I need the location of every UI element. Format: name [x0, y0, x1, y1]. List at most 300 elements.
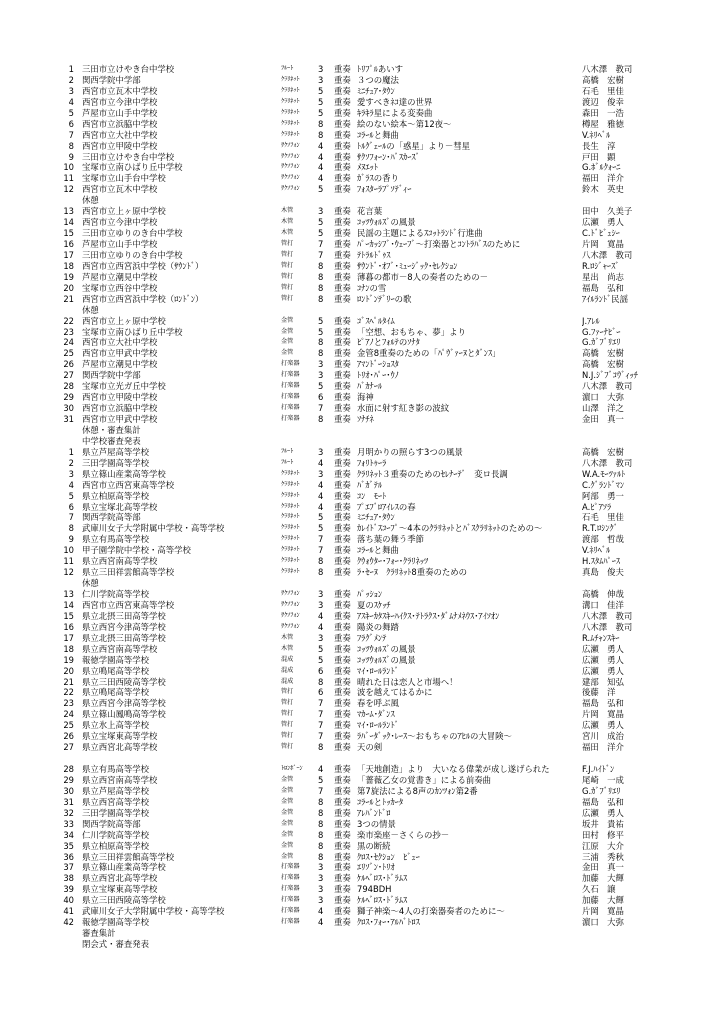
entry-school: 県立西宮今津高等学校 [82, 698, 166, 709]
entry-num: 3 [318, 446, 324, 457]
entry-ens: 重奏 [334, 610, 351, 621]
entry-num: 5 [318, 217, 324, 228]
entry-inst: ｸﾗﾘﾈｯﾄ [281, 86, 300, 94]
entry-comp: 八木澤 教司 [582, 457, 633, 468]
entry-title: ﾏｲ･ﾛｰﾙﾗﾝﾄﾞ [357, 665, 399, 676]
entry-ens: 重奏 [334, 64, 351, 74]
entry-num: 4 [318, 151, 324, 162]
entry-ens: 重奏 [334, 348, 351, 359]
entry-comp: V.ﾈﾘﾍﾞﾙ [582, 129, 611, 140]
entry-num: 3 [318, 895, 324, 906]
entry-ens: 重奏 [334, 151, 351, 162]
entry-school: 県立柏原高等学校 [82, 490, 149, 501]
entry-inst: 管打 [281, 240, 294, 247]
entry-num: 8 [318, 129, 324, 140]
entry-no: 27 [63, 370, 74, 381]
entry-ens: 重奏 [334, 326, 351, 337]
entry-school: 報徳学園高等学校 [82, 654, 149, 665]
entry-inst: 混成 [281, 655, 294, 663]
entry-inst: ﾌﾙｰﾄ [281, 458, 294, 466]
program-entry [0, 458, 725, 469]
entry-num: 5 [318, 381, 324, 392]
entry-inst: 管打 [281, 710, 294, 718]
program-entry [0, 873, 725, 884]
entry-no: 9 [68, 151, 74, 162]
entry-no: 30 [63, 403, 74, 414]
program-entry [0, 512, 725, 523]
program-entry [0, 469, 725, 480]
entry-no: 25 [63, 348, 74, 359]
entry-inst: ｻｸｿﾌｫﾝ [281, 600, 300, 608]
entry-ens: 重奏 [334, 709, 351, 720]
entry-comp: 八木澤 教司 [582, 621, 633, 632]
entry-title: ﾋﾟｱﾉとﾌｫﾙﾃのｿﾅﾀ [357, 337, 420, 348]
entry-num: 5 [318, 643, 324, 654]
program-note [0, 753, 725, 764]
entry-inst: 打楽器 [281, 393, 300, 401]
entry-title: ﾒﾇｴｯﾄ [357, 162, 378, 173]
entry-school: 県立西宮南高等学校 [82, 556, 158, 567]
entry-comp: 金田 真一 [582, 414, 624, 424]
entry-ens: 重奏 [334, 184, 351, 195]
entry-title: ﾊﾟｰｶｯｼﾌﾞ･ｳｪｰﾌﾞ～打楽器とｺﾝﾄﾗﾊﾞｽのために [357, 239, 521, 249]
entry-inst: 金管 [281, 775, 294, 783]
entry-num: 8 [318, 118, 324, 129]
entry-comp: 三浦 秀秋 [582, 851, 624, 862]
entry-school: 県立篠山産業高等学校 [82, 468, 166, 479]
entry-school: 甲子園学院中学校・高等学校 [82, 545, 191, 556]
entry-inst: 金管 [281, 786, 294, 794]
entry-comp: G.ﾌｧｰﾅﾋﾞｰ [582, 326, 621, 337]
entry-school: 宝塚市立西谷中学校 [82, 282, 158, 293]
entry-no: 3 [68, 85, 74, 96]
entry-school: 西宮市立大社中学校 [82, 129, 158, 140]
entry-num: 8 [318, 260, 324, 271]
entry-school: 西宮市立今津中学校 [82, 96, 158, 107]
program-entry [0, 906, 725, 917]
program-entry [0, 294, 725, 305]
entry-title: ﾊﾞｶﾅｰﾙ [357, 381, 383, 392]
program-entry [0, 173, 725, 184]
entry-comp: 尾崎 一成 [582, 774, 624, 785]
entry-inst: 木管 [281, 633, 294, 641]
entry-school: 県立三田祥雲館高等学校 [82, 567, 175, 578]
entry-ens: 重奏 [334, 643, 351, 654]
entry-comp: 後藤 洋 [582, 687, 616, 698]
entry-inst: 混成 [281, 666, 294, 674]
entry-school: 県立宝塚東高等学校 [82, 731, 158, 742]
entry-no: 7 [68, 129, 74, 140]
entry-inst: 管打 [281, 743, 294, 751]
entry-inst: ﾌﾙｰﾄ [281, 65, 294, 72]
entry-num: 4 [318, 457, 324, 468]
entry-num: 4 [318, 490, 324, 501]
program-entry [0, 348, 725, 359]
entry-comp: 加藤 大輝 [582, 873, 624, 884]
entry-ens: 重奏 [334, 731, 351, 742]
entry-school: 西宮市立西宮浜中学校（ﾛﾝﾄﾞﾝ） [82, 293, 204, 304]
entry-num: 8 [318, 851, 324, 862]
entry-school: 審査集計 [82, 928, 116, 939]
entry-title: 3つの情景 [357, 818, 396, 829]
entry-school: 休憩 [82, 578, 99, 589]
program-entry [0, 895, 725, 906]
entry-no: 8 [68, 523, 74, 534]
program-entry [0, 862, 725, 873]
entry-comp: 福島 弘和 [582, 796, 624, 807]
entry-inst: 打楽器 [281, 907, 300, 915]
entry-num: 7 [318, 249, 324, 260]
entry-school: 県立西宮北高等学校 [82, 873, 158, 884]
entry-title: ﾐﾆﾁｭｱ･ﾀｳﾝ [357, 85, 395, 96]
entry-num: 4 [318, 610, 324, 621]
entry-num: 5 [318, 107, 324, 118]
entry-inst: ｸﾗﾘﾈｯﾄ [281, 75, 300, 83]
program-entry [0, 75, 725, 86]
entry-inst: ｸﾗﾘﾈｯﾄ [281, 546, 300, 554]
entry-title: ｺﾗｰﾙとﾄｯｶｰﾀ [357, 796, 404, 807]
entry-no: 1 [68, 64, 74, 74]
entry-comp: 広瀬 勇人 [582, 665, 624, 676]
program-note [0, 425, 725, 436]
entry-ens: 重奏 [334, 501, 351, 512]
entry-num: 7 [318, 534, 324, 545]
entry-inst: 管打 [281, 294, 294, 302]
program-entry [0, 841, 725, 852]
entry-inst: 打楽器 [281, 885, 300, 893]
entry-inst: ｻｸｿﾌｫﾝ [281, 141, 300, 149]
entry-num: 4 [318, 162, 324, 173]
program-entry [0, 502, 725, 513]
entry-ens: 重奏 [334, 851, 351, 862]
entry-school: 県立宝塚東高等学校 [82, 884, 158, 895]
entry-inst: ｸﾗﾘﾈｯﾄ [281, 491, 300, 499]
entry-ens: 重奏 [334, 621, 351, 632]
entry-title: ﾌﾟｴﾌﾞﾛｱｲﾚｽの春 [357, 501, 416, 512]
program-note [0, 305, 725, 316]
entry-num: 8 [318, 556, 324, 567]
entry-comp: 長生 淳 [582, 140, 616, 151]
entry-no: 19 [63, 271, 74, 282]
entry-comp: 金田 真一 [582, 862, 624, 873]
entry-inst: ｻｸｿﾌｫﾝ [281, 163, 300, 171]
entry-no: 28 [63, 381, 74, 392]
entry-comp: 福島 弘和 [582, 698, 624, 709]
entry-num: 8 [318, 807, 324, 818]
entry-ens: 重奏 [334, 468, 351, 479]
entry-no: 11 [63, 173, 74, 184]
entry-num: 4 [318, 501, 324, 512]
entry-title: 春を呼ぶ風 [357, 698, 399, 709]
entry-school: 西宮市立今津中学校 [82, 217, 158, 228]
entry-comp: 石毛 里佳 [582, 85, 624, 96]
entry-comp: 石毛 里佳 [582, 512, 624, 523]
entry-comp: 樽屋 雅徳 [582, 118, 624, 129]
entry-title: ｺｯﾂｳｫﾙｽﾞの風景 [357, 654, 416, 665]
entry-school: 西宮市立浜脇中学校 [82, 118, 158, 129]
entry-school: 県立氷上高等学校 [82, 720, 149, 731]
entry-school: 芦屋市立山手中学校 [82, 107, 158, 118]
entry-title: ﾗﾊﾞｰﾀﾞｯｸ･ﾚｰｽ～おもちゃのｱﾋﾙの大冒険～ [357, 731, 512, 742]
entry-ens: 重奏 [334, 829, 351, 840]
entry-comp: 宮川 成治 [582, 731, 624, 742]
entry-school: 西宮市立瓦木中学校 [82, 184, 158, 195]
entry-title: 民謡の主題によるｽｺｯﾄﾗﾝﾄﾞ行進曲 [357, 228, 483, 239]
entry-title: 「薔薇乙女の覚書き」による前奏曲 [357, 774, 491, 785]
entry-title: ﾏｶｰﾑ･ﾀﾞﾝｽ [357, 709, 395, 720]
entry-school: 三田学園高等学校 [82, 807, 149, 818]
entry-comp: 阿部 勇一 [582, 490, 624, 501]
entry-school: 宝塚市立南ひばり丘中学校 [82, 162, 183, 173]
entry-title: 愛すべきﾈｺ達の世界 [357, 96, 433, 107]
entry-ens: 重奏 [334, 906, 351, 917]
entry-comp: 田村 修平 [582, 829, 624, 840]
entry-comp: 高橋 宏樹 [582, 446, 624, 457]
entry-ens: 重奏 [334, 676, 351, 687]
entry-comp: G.ﾎﾞﾙｸｫｰﾆ [582, 162, 621, 173]
program-entry [0, 589, 725, 600]
entry-no: 30 [63, 785, 74, 796]
program-entry [0, 381, 725, 392]
entry-inst: ｻｸｿﾌｫﾝ [281, 611, 300, 619]
entry-num: 4 [318, 917, 324, 928]
entry-ens: 重奏 [334, 479, 351, 490]
entry-no: 23 [63, 698, 74, 709]
entry-comp: 福田 洋介 [582, 173, 624, 184]
entry-school: 県立北摂三田高等学校 [82, 632, 166, 643]
entry-title: ﾌｫﾘﾄｩｰﾗ [357, 457, 387, 468]
entry-ens: 重奏 [334, 490, 351, 501]
entry-ens: 重奏 [334, 446, 351, 457]
entry-inst: 打楽器 [281, 863, 300, 871]
entry-title: ｶﾚｲﾄﾞｽｺｰﾌﾟ～4本のｸﾗﾘﾈｯﾄとﾊﾞｽｸﾗﾘﾈｯﾄのための～ [357, 523, 543, 534]
entry-no: 5 [68, 490, 74, 501]
program-entry [0, 152, 725, 163]
entry-num: 8 [318, 742, 324, 753]
entry-comp: H.ｽﾀﾑﾊﾟｰｽ [582, 556, 621, 567]
entry-title: ﾄﾘﾌﾟﾙあいす [357, 64, 404, 74]
entry-comp: G.ｶﾞﾌﾞﾘｴﾘ [582, 337, 621, 348]
entry-inst: 金管 [281, 808, 294, 816]
program-entry [0, 130, 725, 141]
entry-num: 8 [318, 829, 324, 840]
entry-inst: 管打 [281, 272, 294, 280]
entry-school: 中学校審査発表 [82, 435, 141, 446]
entry-comp: 高橋 宏樹 [582, 359, 624, 370]
entry-school: 三田市立ゆりのき台中学校 [82, 228, 183, 239]
entry-title: 薄暮の都市－8人の奏者のための－ [357, 271, 488, 282]
entry-no: 31 [63, 414, 74, 424]
entry-inst: ｻｸｿﾌｫﾝ [281, 622, 300, 630]
entry-school: 県立西宮今津高等学校 [82, 621, 166, 632]
entry-num: 8 [318, 818, 324, 829]
entry-inst: 打楽器 [281, 415, 300, 422]
entry-no: 14 [63, 217, 74, 228]
entry-inst: 管打 [281, 283, 294, 291]
entry-inst: ｻｸｿﾌｫﾝ [281, 174, 300, 182]
entry-comp: A.ﾋﾟｱｿﾗ [582, 501, 612, 512]
entry-num: 3 [318, 632, 324, 643]
entry-ens: 重奏 [334, 118, 351, 129]
entry-title: 「空想、おもちゃ、夢」より [357, 326, 466, 337]
entry-no: 2 [68, 457, 74, 468]
program-list [0, 64, 725, 950]
entry-ens: 重奏 [334, 807, 351, 818]
entry-no: 4 [68, 96, 74, 107]
entry-num: 3 [318, 206, 324, 217]
entry-title: 天の剣 [357, 742, 383, 753]
entry-num: 4 [318, 906, 324, 917]
entry-num: 3 [318, 599, 324, 610]
program-entry [0, 414, 725, 425]
program-note [0, 928, 725, 939]
entry-num: 5 [318, 326, 324, 337]
entry-inst: 管打 [281, 688, 294, 696]
entry-num: 7 [318, 731, 324, 742]
entry-school: 西宮市立大社中学校 [82, 337, 158, 348]
entry-school: 西宮市立甲武中学校 [82, 348, 158, 359]
entry-school: 芦屋市立山手中学校 [82, 239, 158, 249]
entry-ens: 重奏 [334, 249, 351, 260]
entry-inst: 木管 [281, 229, 294, 237]
entry-ens: 重奏 [334, 785, 351, 796]
entry-num: 7 [318, 785, 324, 796]
entry-title: ｸﾗﾘﾈｯﾄ３重奏のためのｾﾚﾅｰﾃﾞ 変ロ長調 [357, 468, 508, 479]
entry-school: 三田市立けやき台中学校 [82, 151, 175, 162]
entry-inst: 管打 [281, 250, 294, 258]
entry-inst: 木管 [281, 218, 294, 226]
entry-num: 3 [318, 884, 324, 895]
program-note [0, 195, 725, 206]
entry-ens: 重奏 [334, 862, 351, 873]
program-entry [0, 337, 725, 348]
entry-school: 県立三田西陵高等学校 [82, 895, 166, 906]
entry-no: 38 [63, 873, 74, 884]
entry-comp: R.T.ﾛｼﾝｸﾞ [582, 523, 618, 534]
entry-num: 8 [318, 676, 324, 687]
entry-no: 17 [63, 249, 74, 260]
entry-school: 県立西宮高等学校 [82, 796, 149, 807]
entry-school: 西宮市立上ヶ原中学校 [82, 315, 166, 326]
entry-inst: 木管 [281, 644, 294, 652]
entry-inst: 木管 [281, 207, 294, 215]
entry-school: 休憩 [82, 304, 99, 315]
entry-comp: ｱｲﾙﾗﾝﾄﾞ民謡 [582, 293, 629, 304]
entry-inst: 打楽器 [281, 360, 300, 368]
entry-inst: 金管 [281, 797, 294, 805]
entry-no: 11 [63, 556, 74, 567]
entry-school: 県立柏原高等学校 [82, 840, 149, 851]
program-entry [0, 545, 725, 556]
entry-inst: ｸﾗﾘﾈｯﾄ [281, 535, 300, 543]
entry-ens: 重奏 [334, 293, 351, 304]
entry-comp: 広瀬 勇人 [582, 654, 624, 665]
entry-title: 陽炎の舞踏 [357, 621, 399, 632]
entry-inst: 金管 [281, 841, 294, 849]
entry-school: 西宮市立甲陵中学校 [82, 140, 158, 151]
entry-no: 7 [68, 512, 74, 523]
entry-num: 8 [318, 840, 324, 851]
entry-no: 33 [63, 818, 74, 829]
program-entry [0, 228, 725, 239]
program-entry [0, 523, 725, 534]
entry-no: 13 [63, 206, 74, 217]
entry-title: ﾊﾟｯｼｮﾝ [357, 589, 383, 599]
entry-school: 閉会式・審査発表 [82, 939, 149, 949]
entry-inst: 金管 [281, 819, 294, 827]
entry-title: 花言葉 [357, 206, 383, 217]
entry-num: 5 [318, 523, 324, 534]
program-entry [0, 644, 725, 655]
program-entry [0, 742, 725, 753]
entry-num: 8 [318, 293, 324, 304]
entry-title: ｱｽｷｰｶﾀｽｷｰﾊｲｸｽ･ﾃﾄﾗｸｽ･ﾀﾞﾑﾅﾒﾈｳｽ･ｱｲｿｵﾝ [357, 610, 500, 621]
entry-comp: 坂井 貴祐 [582, 818, 624, 829]
entry-ens: 重奏 [334, 720, 351, 731]
entry-school: 休憩 [82, 195, 99, 206]
entry-comp: J.ｱﾚﾙ [582, 315, 600, 326]
program-entry [0, 709, 725, 720]
entry-no: 6 [68, 118, 74, 129]
program-entry [0, 370, 725, 381]
entry-num: 8 [318, 348, 324, 359]
entry-ens: 重奏 [334, 173, 351, 184]
entry-no: 1 [68, 446, 74, 457]
entry-inst: 管打 [281, 699, 294, 707]
entry-ens: 重奏 [334, 774, 351, 785]
entry-inst: 金管 [281, 338, 294, 346]
entry-school: 県立有馬高等学校 [82, 534, 149, 545]
entry-ens: 重奏 [334, 654, 351, 665]
entry-title: 楽市楽座－さくらの抄－ [357, 829, 450, 840]
entry-comp: 福田 洋介 [582, 742, 624, 753]
entry-school: 西宮市立西宮浜中学校（ｻｳﾝﾄﾞ） [82, 260, 204, 271]
entry-ens: 重奏 [334, 206, 351, 217]
program-entry [0, 677, 725, 688]
entry-inst: 管打 [281, 261, 294, 269]
entry-no: 21 [63, 676, 74, 687]
entry-ens: 重奏 [334, 392, 351, 403]
entry-num: 5 [318, 184, 324, 195]
entry-ens: 重奏 [334, 687, 351, 698]
entry-school: 芦屋市立潮見中学校 [82, 271, 158, 282]
entry-no: 26 [63, 359, 74, 370]
entry-title: ﾌﾗｸﾞﾒﾝﾃ [357, 632, 387, 643]
entry-school: 西宮市立甲陵中学校 [82, 392, 158, 403]
entry-num: 8 [318, 796, 324, 807]
program-entry [0, 316, 725, 327]
program-entry [0, 239, 725, 250]
entry-ens: 重奏 [334, 107, 351, 118]
entry-num: 7 [318, 239, 324, 249]
entry-inst: ｸﾗﾘﾈｯﾄ [281, 502, 300, 510]
entry-school: 県立三田祥雲館高等学校 [82, 851, 175, 862]
entry-num: 6 [318, 687, 324, 698]
program-entry [0, 217, 725, 228]
entry-inst: ｸﾗﾘﾈｯﾄ [281, 557, 300, 565]
entry-ens: 重奏 [334, 512, 351, 523]
entry-inst: 金管 [281, 349, 294, 357]
entry-ens: 重奏 [334, 74, 351, 85]
entry-school: 西宮市立西宮東高等学校 [82, 479, 175, 490]
entry-school: 武庫川女子大学附属中学校・高等学校 [82, 523, 225, 534]
entry-school: 県立芦屋高等学校 [82, 785, 149, 796]
entry-title: ｺﾞｽﾍﾟﾙﾀｲﾑ [357, 315, 395, 326]
program-entry [0, 764, 725, 775]
entry-num: 7 [318, 720, 324, 731]
entry-num: 6 [318, 392, 324, 403]
entry-title: ３つの魔法 [357, 74, 399, 85]
